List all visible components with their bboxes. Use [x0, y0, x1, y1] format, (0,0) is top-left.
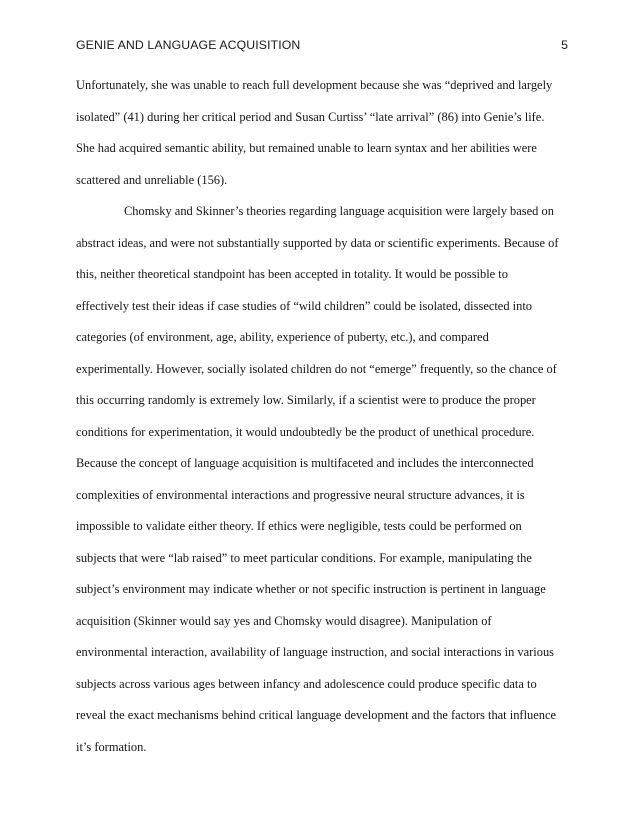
text-line: reveal the exact mechanisms behind critical language development and the factors that influence	[76, 708, 557, 722]
text-line: subjects that were “lab raised” to meet particular conditions. For example, manipulating the	[76, 550, 532, 565]
text-line: complexities of environmental interactions and progressive neural structure advances, it is	[76, 487, 525, 502]
text-line: abstract ideas, and were not substantially supported by data or scientific experiments. Because of	[76, 235, 559, 250]
text-line: acquisition (Skinner would say yes and Chomsky would disagree). Manipulation of	[76, 613, 492, 628]
text-line: environmental interaction, availability of language instruction, and social interactions in various	[76, 645, 555, 659]
text-line: scattered and unreliable (156).	[76, 172, 228, 187]
text-line: Unfortunately, she was unable to reach full development because she was “deprived and largely	[76, 78, 553, 92]
text-line: isolated” (41) during her critical period and Susan Curtiss’ “late arrival” (86) into Genie’s life.	[76, 109, 545, 124]
paragraph-first-line: Chomsky and Skinner’s theories regarding language acquisition were largely based on	[124, 204, 554, 218]
text-line: subject’s environment may indicate whether or not specific instruction is pertinent in language	[76, 582, 546, 596]
text-line: effectively test their ideas if case studies of “wild children” could be isolated, dissected into	[76, 298, 533, 313]
text-line: this occurring randomly is extremely low. Similarly, if a scientist were to produce the proper	[76, 393, 536, 407]
text-line: categories (of environment, age, ability, experience of puberty, etc.), and compared	[76, 330, 489, 344]
text-line: experimentally. However, socially isolated children do not “emerge” frequently, so the chance of	[76, 361, 557, 376]
text-line: She had acquired semantic ability, but remained unable to learn syntax and her abilities were	[76, 141, 537, 155]
text-line: impossible to validate either theory. If ethics were negligible, tests could be performed on	[76, 519, 522, 533]
running-head-title: GENIE AND LANGUAGE ACQUISITION	[76, 38, 301, 52]
running-head	[76, 36, 568, 54]
page-number: 5	[561, 38, 568, 52]
text-line: conditions for experimentation, it would undoubtedly be the product of unethical procedure.	[76, 424, 535, 439]
text-line: this, neither theoretical standpoint has been accepted in totality. It would be possible to	[76, 267, 508, 281]
text-line: Because the concept of language acquisition is multifaceted and includes the interconnected	[76, 456, 534, 470]
text-line: it’s formation.	[76, 739, 147, 754]
text-line: subjects across various ages between infancy and adolescence could produce specific data to	[76, 676, 537, 691]
